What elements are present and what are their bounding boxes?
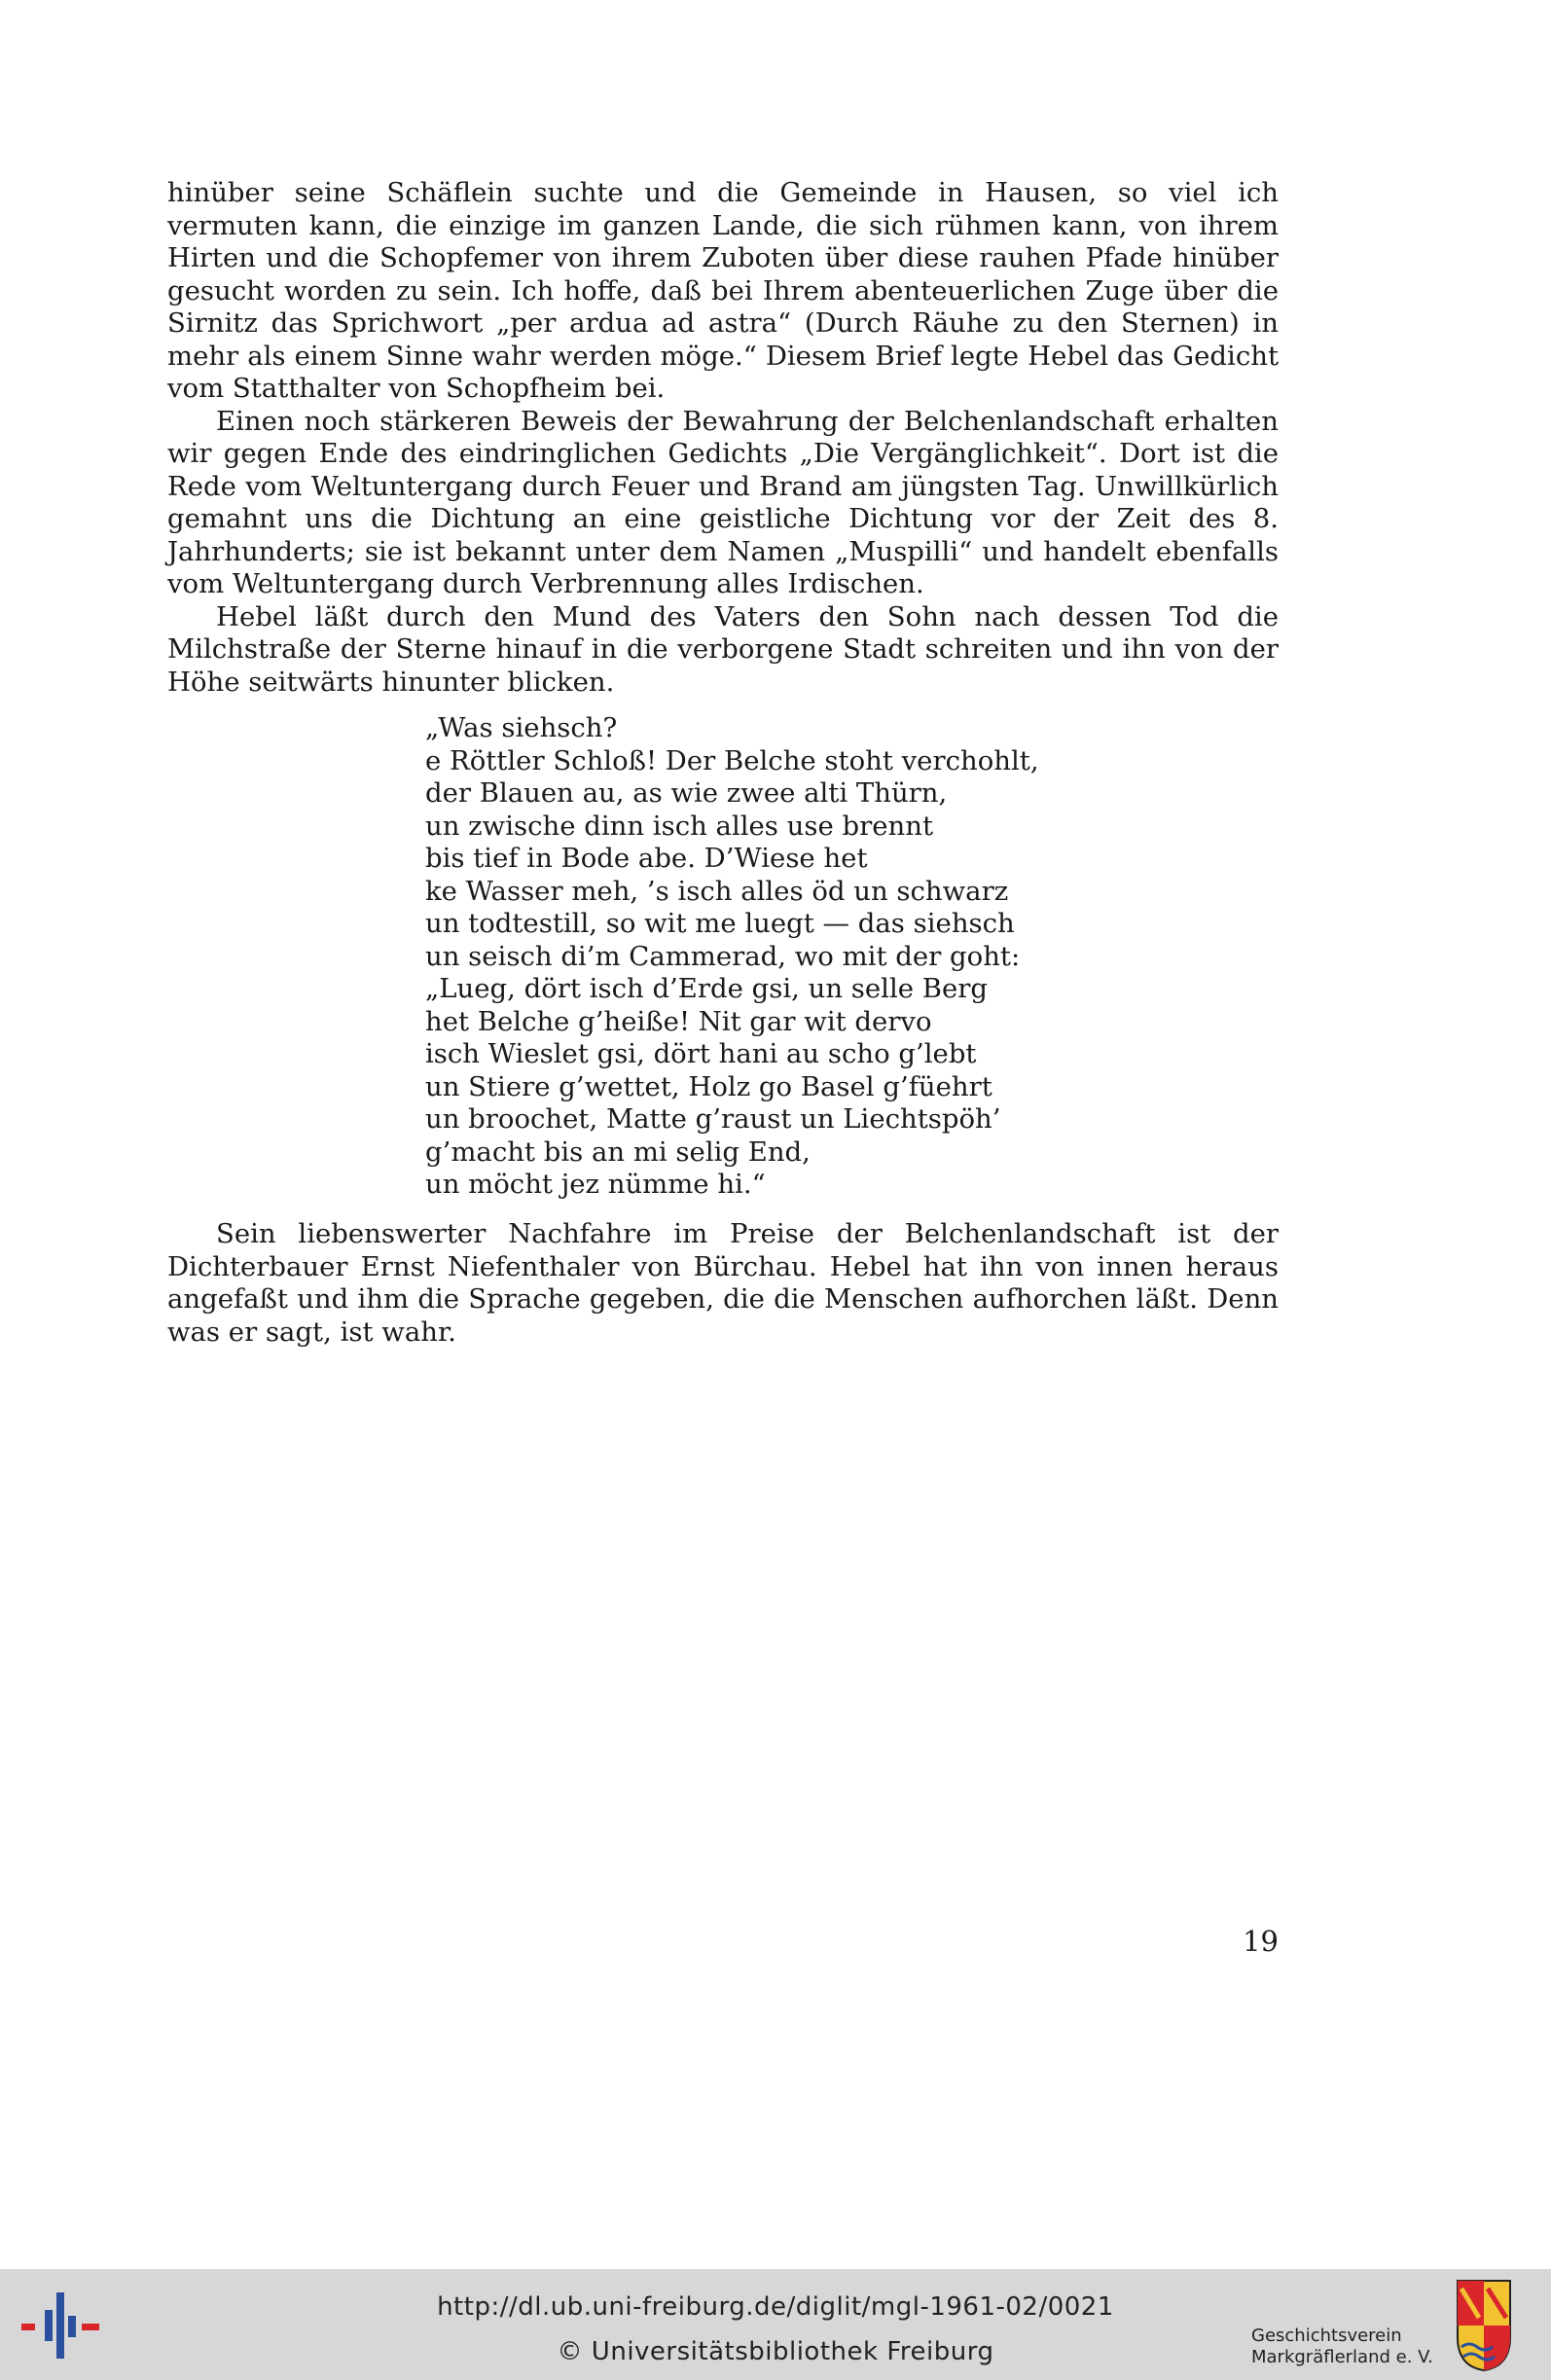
verse-line: „Was siehsch? <box>425 712 618 743</box>
paragraph-3: Hebel läßt durch den Mund des Vaters den Sohn nach dessen Tod die Milchstraße der Sterne hinauf in die verborgene Stadt schreiten und ihn von der Höhe seitwärts hinunter blicken. <box>167 600 1279 698</box>
society-line-1: Geschichtsverein <box>1251 2326 1402 2346</box>
closing-paragraph: Sein liebenswerter Nachfahre im Preise der Belchenlandschaft ist der Dichterbauer Ernst Niefenthaler von Bürchau. Hebel hat ihn von innen heraus angefaßt und ihm die Sprache gegeben, die die Menschen aufhorchen läßt. Denn was er sagt, ist wahr. <box>167 1218 1279 1348</box>
verse-line: un möcht jez nümme hi.“ <box>425 1169 766 1200</box>
body-text <box>167 177 1279 699</box>
verse-line: g’macht bis an mi selig End, <box>425 1136 811 1168</box>
paragraph-2: Einen noch stärkeren Beweis der Bewahrung der Belchenlandschaft erhalten wir gegen Ende des eindringlichen Gedichts „Die Vergänglichkeit“. Dort ist die Rede vom Weltuntergang durch Feuer und Brand am jüngsten Tag. Unwillkürlich gemahnt uns die Dichtung an eine geistliche Dichtung vor der Zeit des 8. Jahrhunderts; sie ist bekannt unter dem Namen „Muspilli“ und handelt ebenfalls vom Weltuntergang durch Verbrennung alles Irdischen. <box>167 405 1279 599</box>
paragraph-1: hinüber seine Schäflein suchte und die Gemeinde in Hausen, so viel ich vermuten kann, die einzige im ganzen Lande, die sich rühmen kann, von ihrem Hirten und die Schopfemer von ihrem Zuboten über diese rauhen Pfade hinüber gesucht worden zu sein. Ich hoffe, daß bei Ihrem abenteuerlichen Zuge über die Sirnitz das Sprichwort „per ardua ad astra“ (Durch Räuhe zu den Sternen) in mehr als einem Sinne wahr werden möge.“ Diesem Brief legte Hebel das Gedicht vom Statthalter von Schopfheim bei. <box>167 177 1279 404</box>
verse-line: „Lueg, dört isch d’Erde gsi, un selle Berg <box>425 973 989 1004</box>
verse-line: un Stiere g’wettet, Holz go Basel g’füehrt <box>425 1070 992 1102</box>
footer-bar <box>0 2269 1551 2380</box>
verse-line: e Röttler Schloß! Der Belche stoht verchohlt, <box>425 744 1039 776</box>
closing-text <box>167 1218 1279 1349</box>
verse-line: bis tief in Bode abe. D’Wiese het <box>425 843 868 874</box>
society-line-2: Markgräflerland e. V. <box>1251 2347 1433 2367</box>
verse-line: het Belche g’heiße! Nit gar wit dervo <box>425 1005 932 1037</box>
page-number: 19 <box>1243 1925 1279 1958</box>
verse-line: un seisch di’m Cammerad, wo mit der goht: <box>425 940 1021 972</box>
verse-line: un zwische dinn isch alles use brennt <box>425 810 934 842</box>
verse-line: un broochet, Matte g’raust un Liechtspöh’ <box>425 1103 1001 1135</box>
footer-url-link[interactable]: http://dl.ub.uni-freiburg.de/diglit/mgl-1961-02/0021 <box>437 2292 1114 2322</box>
verse-line: isch Wieslet gsi, dört hani au scho g’lebt <box>425 1038 977 1069</box>
verse-line: der Blauen au, as wie zwee alti Thürn, <box>425 777 948 809</box>
coat-of-arms-icon <box>1456 2279 1512 2372</box>
society-name <box>1251 2326 1446 2368</box>
verse-line: un todtestill, so wit me luegt — das siehsch <box>425 908 1015 939</box>
poem-quote <box>425 712 1126 1202</box>
footer-copyright: © Universitätsbibliothek Freiburg <box>557 2337 994 2366</box>
verse-line: ke Wasser meh, ’s isch alles öd un schwarz <box>425 875 1009 907</box>
